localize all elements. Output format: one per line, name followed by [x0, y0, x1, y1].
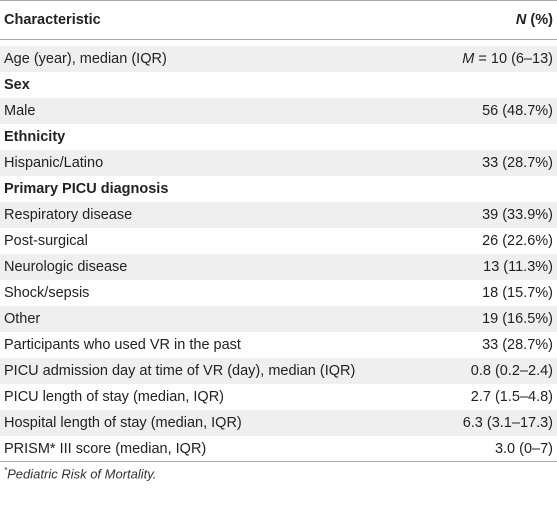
header-characteristic: Characteristic: [4, 12, 101, 28]
row-label: PRISM* III score (median, IQR): [4, 440, 207, 457]
table-row: [0, 254, 557, 280]
row-value-text: = 10 (6–13): [474, 51, 553, 67]
row-section-label: Ethnicity: [4, 129, 66, 145]
header-percent: (%): [526, 12, 553, 28]
table-row: [0, 280, 557, 306]
table-row: [0, 150, 557, 176]
table-row: [0, 72, 557, 98]
row-label: PICU admission day at time of VR (day), median (IQR): [4, 363, 356, 379]
table-row: [0, 384, 557, 410]
row-label: Post-surgical: [4, 233, 88, 249]
row-label: Male: [4, 103, 36, 119]
row-value: 13 (11.3%): [483, 259, 553, 275]
row-value: 33 (28.7%): [482, 155, 553, 171]
table-row: [0, 436, 557, 462]
row-section-label: Primary PICU diagnosis: [4, 181, 169, 197]
row-section-label: Sex: [4, 77, 30, 93]
row-value: 33 (28.7%): [482, 337, 553, 353]
row-value: 0.8 (0.2–2.4): [470, 363, 553, 379]
row-label: PICU length of stay (median, IQR): [4, 389, 224, 405]
median-symbol: M: [462, 51, 475, 67]
table-row: [0, 332, 557, 358]
header-n-symbol: N: [515, 12, 527, 28]
table-row: [0, 306, 557, 332]
row-label: Respiratory disease: [4, 207, 133, 223]
row-value: 18 (15.7%): [482, 285, 553, 301]
header-n-percent: [403, 12, 557, 28]
row-value: 39 (33.9%): [482, 207, 553, 223]
row-label: Hispanic/Latino: [4, 155, 104, 171]
row-value: 19 (16.5%): [482, 311, 553, 327]
row-label: Participants who used VR in the past: [4, 337, 241, 353]
row-value: 26 (22.6%): [482, 233, 553, 249]
table-row: [0, 202, 557, 228]
row-label: Neurologic disease: [4, 259, 128, 275]
table-header: [0, 0, 557, 40]
footnote-text: Pediatric Risk of Mortality.: [7, 466, 157, 482]
footnote-marker: *: [4, 466, 8, 475]
row-label: Hospital length of stay (median, IQR): [4, 415, 242, 431]
table-row: [0, 124, 557, 150]
table-row: [0, 228, 557, 254]
row-value: 2.7 (1.5–4.8): [470, 389, 553, 405]
row-value: 56 (48.7%): [482, 103, 553, 119]
table-row: [0, 176, 557, 202]
table-row: [0, 358, 557, 384]
row-value: 6.3 (3.1–17.3): [462, 415, 553, 431]
row-value: 3.0 (0–7): [494, 440, 553, 457]
table-footnote: [4, 466, 156, 481]
row-value: [403, 51, 557, 67]
table-row: [0, 98, 557, 124]
table-row: [0, 410, 557, 436]
row-label: Other: [4, 311, 41, 327]
row-label: Age (year), median (IQR): [4, 51, 167, 67]
row-label: Shock/sepsis: [4, 285, 90, 301]
table-row: [0, 46, 557, 72]
